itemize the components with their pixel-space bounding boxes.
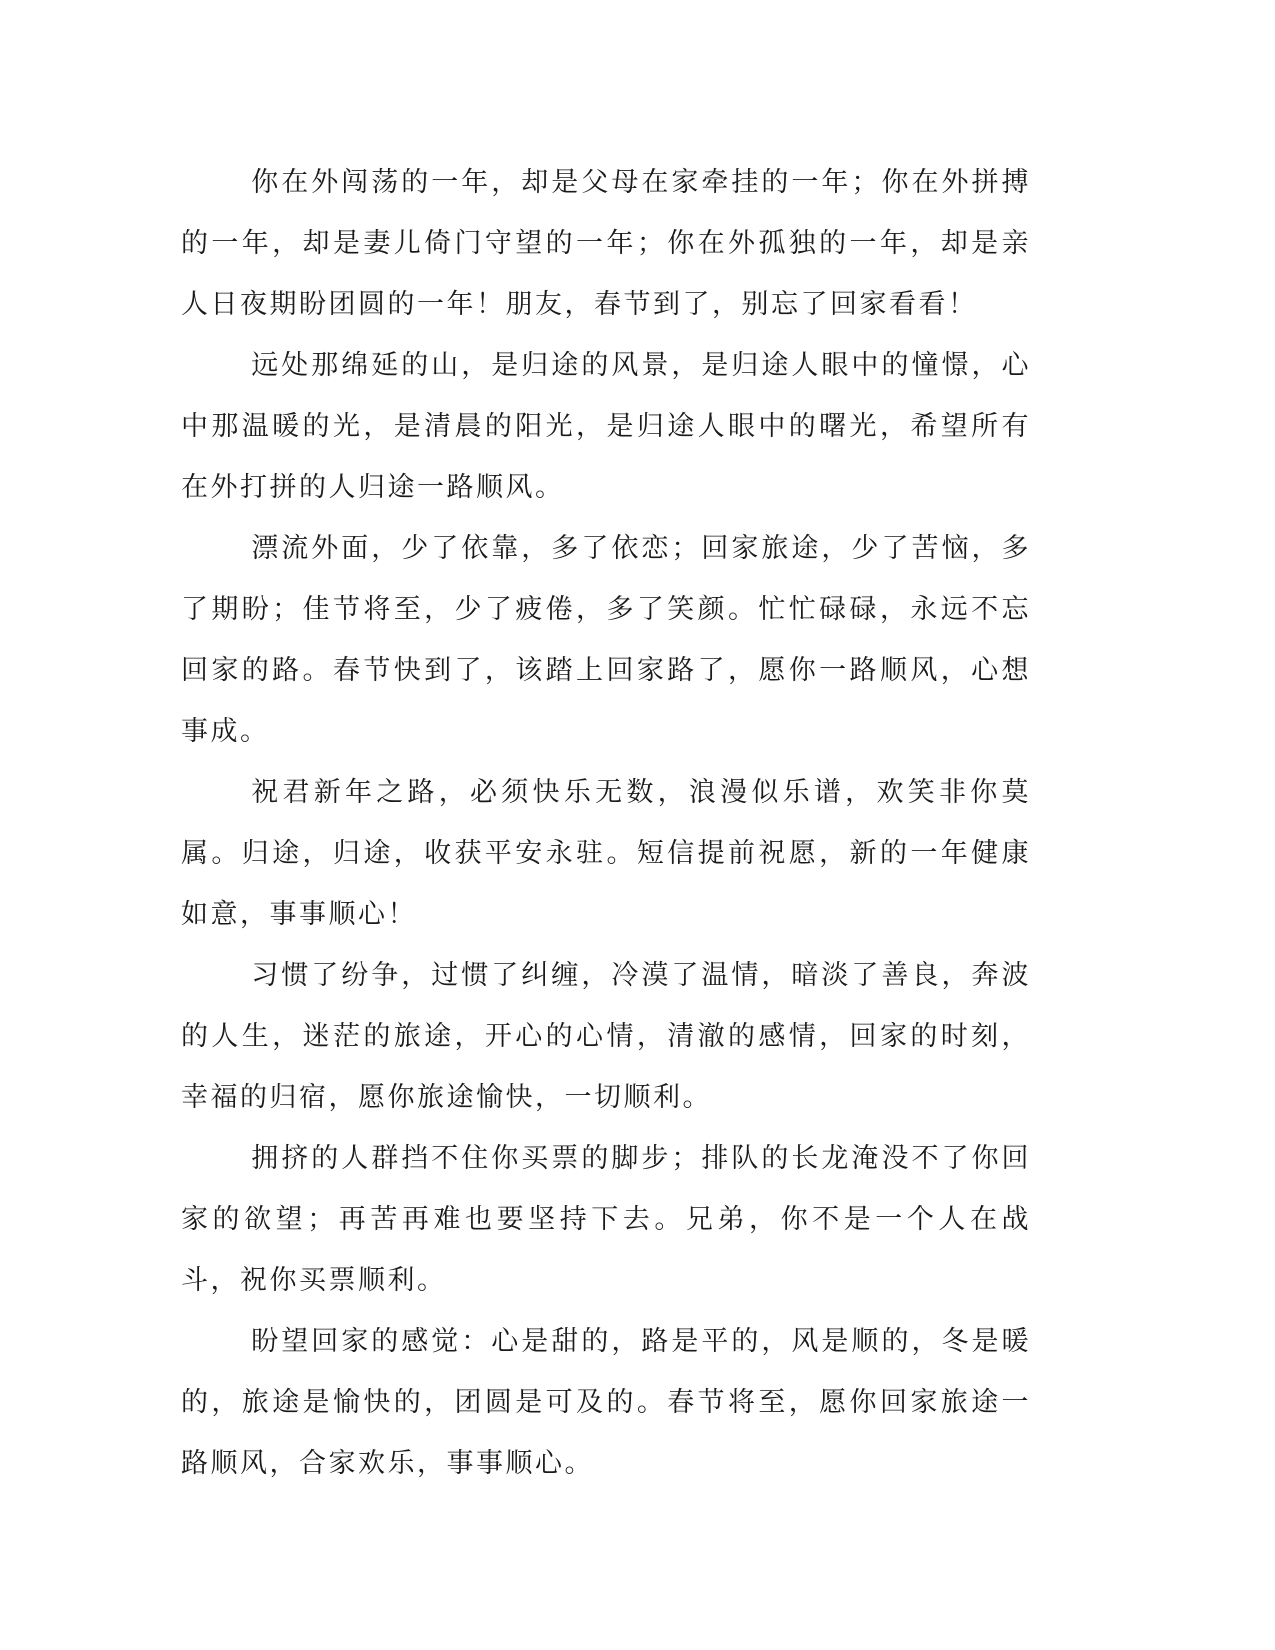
paragraph-1: 你在外闯荡的一年，却是父母在家牵挂的一年；你在外拼搏的一年，却是妻儿倚门守望的一年；你在外孤独的一年，却是亲人日夜期盼团圆的一年！朋友，春节到了，别忘了回家看看！ bbox=[181, 167, 1031, 320]
paragraph-5: 习惯了纷争，过惯了纠缠，冷漠了温情，暗淡了善良，奔波的人生，迷茫的旅途，开心的心情，清澈的感情，回家的时刻，幸福的归宿，愿你旅途愉快，一切顺利。 bbox=[181, 960, 1031, 1113]
paragraph-7: 盼望回家的感觉：心是甜的，路是平的，风是顺的，冬是暖的，旅途是愉快的，团圆是可及的。春节将至，愿你回家旅途一路顺风，合家欢乐，事事顺心。 bbox=[181, 1326, 1031, 1479]
paragraph-3: 漂流外面，少了依靠，多了依恋；回家旅途，少了苦恼，多了期盼；佳节将至，少了疲倦，多了笑颜。忙忙碌碌，永远不忘回家的路。春节快到了，该踏上回家路了，愿你一路顺风，心想事成。 bbox=[181, 533, 1031, 747]
paragraph-6: 拥挤的人群挡不住你买票的脚步；排队的长龙淹没不了你回家的欲望；再苦再难也要坚持下去。兄弟，你不是一个人在战斗，祝你买票顺利。 bbox=[181, 1143, 1031, 1296]
paragraph-4: 祝君新年之路，必须快乐无数，浪漫似乐谱，欢笑非你莫属。归途，归途，收获平安永驻。短信提前祝愿，新的一年健康如意，事事顺心！ bbox=[181, 777, 1031, 930]
paragraph-2: 远处那绵延的山，是归途的风景，是归途人眼中的憧憬，心中那温暖的光，是清晨的阳光，是归途人眼中的曙光，希望所有在外打拼的人归途一路顺风。 bbox=[181, 350, 1031, 503]
document-body bbox=[181, 152, 1031, 1494]
